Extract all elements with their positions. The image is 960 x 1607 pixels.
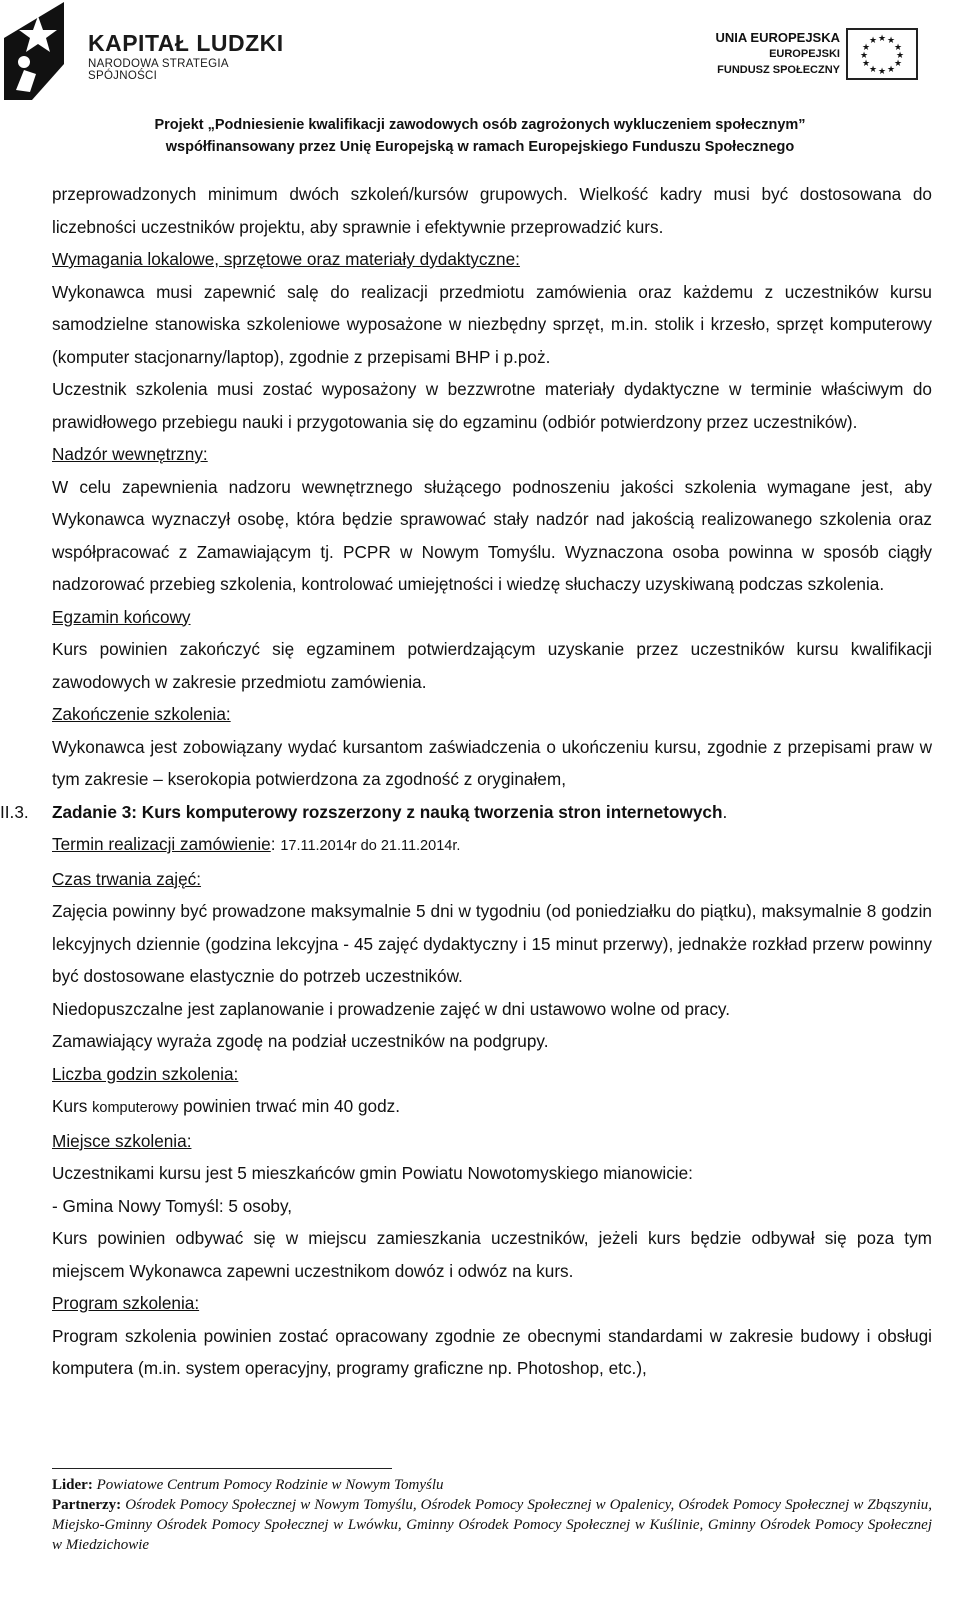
paragraph: Zajęcia powinny być prowadzone maksymalnie 5 dni w tygodniu (od poniedziałku do piątku), maksymalnie 8 godzin lekcyjnych dziennie (godzina lekcyjna - 45 zajęć dydaktyczny i 15 minut przerwy), jednakże rozkład przerw powinny być dostosowane elastycznie do potrzeb uczestników. (52, 901, 932, 986)
paragraph: Kurs powinien odbywać się w miejscu zamieszkania uczestników, jeżeli kurs będzie odbywał się poza tym miejscem Wykonawca zapewni uczestnikom dowóz i odwóz na kurs. (52, 1228, 932, 1281)
liczba-a: Kurs (52, 1096, 93, 1116)
paragraph: przeprowadzonych minimum dwóch szkoleń/kursów grupowych. Wielkość kadry musi być dostosowana do liczebności uczestników projektu, aby sprawnie i efektywnie przeprowadzić kurs. (52, 184, 932, 237)
paragraph: Niedopuszczalne jest zaplanowanie i prowadzenie zajęć w dni ustawowo wolne od pracy. (52, 998, 731, 1019)
liczba-b: komputerowy (92, 1100, 179, 1116)
partnerzy-label: Partnerzy: (52, 1497, 122, 1513)
heading-zakonczenie: Zakończenie szkolenia: (52, 704, 231, 724)
heading-liczba: Liczba godzin szkolenia: (52, 1063, 239, 1084)
svg-text:★: ★ (895, 51, 905, 61)
footer-lider (52, 1475, 932, 1495)
eu-line-1: UNIA EUROPEJSKA (715, 30, 840, 45)
termin-value: 17.11.2014r do 21.11.2014r. (280, 838, 461, 854)
page-header (0, 0, 960, 175)
eu-flag-icon (846, 28, 918, 80)
section-heading (0, 796, 932, 829)
heading-lokal: Wymagania lokalowe, sprzętowe oraz materiały dydaktyczne: (52, 249, 520, 269)
document-body (0, 178, 932, 1385)
svg-text:★: ★ (859, 51, 869, 61)
project-banner (0, 114, 960, 158)
heading-termin: Termin realizacji zamówienie (52, 834, 271, 854)
footer-partnerzy (52, 1495, 932, 1555)
section-title: Zadanie 3: Kurs komputerowy rozszerzony z nauką tworzenia stron internetowych (52, 801, 723, 822)
project-line-2: współfinansowany przez Unię Europejską w ramach Europejskiego Funduszu Społecznego (165, 139, 795, 155)
svg-text:★: ★ (861, 59, 871, 69)
paragraph: Wykonawca musi zapewnić salę do realizacji przedmiotu zamówienia oraz każdemu z uczestników kursu samodzielne stanowiska szkoleniowe wyposażone w niezbędny sprzęt, m.in. stolik i krzesło, sprzęt komputerowy (komputer stacjonarny/laptop), zgodnie z przepisami BHP i p.poż. (52, 281, 932, 367)
lider-text: Powiatowe Centrum Pomocy Rodzinie w Nowym Tomyślu (92, 1477, 444, 1493)
project-line-1: Projekt „Podniesienie kwalifikacji zawodowych osób zagrożonych wykluczeniem społecznym” (154, 117, 806, 133)
paragraph: Kurs powinien zakończyć się egzaminem potwierdzającym uzyskanie przez uczestników kursu kwalifikacji zawodowych w zakresie przedmiotu zamówienia. (52, 639, 932, 692)
paragraph: Zamawiający wyraża zgodę na podział uczestników na podgrupy. (52, 1031, 549, 1051)
eu-line-2: EUROPEJSKI (769, 48, 840, 60)
section-title-dot: . (722, 801, 728, 822)
logo-title: KAPITAŁ LUDZKI (88, 30, 284, 56)
heading-czas: Czas trwania zajęć: (52, 868, 202, 889)
svg-text:★: ★ (893, 59, 903, 69)
kapital-ludzki-logo (2, 0, 292, 100)
heading-program: Program szkolenia: (52, 1293, 200, 1313)
svg-text:★: ★ (886, 36, 896, 46)
paragraph: - Gmina Nowy Tomyśl: 5 osoby, (52, 1195, 293, 1216)
liczba-c: powinien trwać min 40 godz. (178, 1096, 401, 1116)
partnerzy-text: Ośrodek Pomocy Społecznej w Nowym Tomyślu, Ośrodek Pomocy Społecznej w Opalenicy, Ośrodek Pomocy Społecznej w Zbąszyniu, Miejsko-Gminny Ośrodek Pomocy Społecznej w Lwówku, Gminny Ośrodek Pomocy Społecznej w Kuślinie, Gminny Ośrodek Pomocy Społecznej w Miedzichowie (52, 1497, 932, 1553)
termin-colon: : (270, 834, 281, 854)
paragraph: Program szkolenia powinien zostać opracowany zgodnie ze obecnymi standardami w zakresie budowy i obsługi komputera (m.in. system operacyjny, programy graficzne np. Photoshop, etc.), (52, 1325, 932, 1378)
kapital-ludzki-emblem-icon (2, 0, 88, 100)
page-footer (52, 1468, 932, 1555)
termin-line (52, 828, 932, 863)
liczba-line (52, 1090, 932, 1125)
heading-nadzor: Nadzór wewnętrzny: (52, 444, 208, 464)
svg-text:★: ★ (877, 67, 887, 77)
eu-line-3: FUNDUSZ SPOŁECZNY (717, 64, 840, 76)
svg-text:★: ★ (886, 65, 896, 75)
lider-label: Lider: (52, 1477, 93, 1493)
svg-text:★: ★ (893, 43, 903, 53)
heading-miejsce: Miejsce szkolenia: (52, 1130, 192, 1151)
heading-egzamin: Egzamin końcowy (52, 606, 191, 627)
paragraph: Wykonawca jest zobowiązany wydać kursantom zaświadczenia o ukończeniu kursu, zgodnie z przepisami praw w tym zakresie – kserokopia potwierdzona za zgodność z oryginałem, (52, 736, 932, 789)
section-number: II.3. (0, 801, 29, 822)
footer-divider (52, 1468, 392, 1469)
svg-text:★: ★ (868, 65, 878, 75)
paragraph: W celu zapewnienia nadzoru wewnętrznego służącego podnoszeniu jakości szkolenia wymagane jest, aby Wykonawca wyznaczył osobę, która będzie sprawować stały nadzór nad jakością realizowanego szkolenia oraz współpracować z Zamawiającym tj. PCPR w Nowym Tomyślu. Wyznaczona osoba powinna w sposób ciągły nadzorować przebieg szkolenia, kontrolować umiejętności i wiedzę słuchaczy uzyskiwaną podczas szkolenia. (52, 476, 932, 594)
svg-text:★: ★ (861, 43, 871, 53)
svg-text:★: ★ (868, 36, 878, 46)
paragraph: Uczestnik szkolenia musi zostać wyposażony w bezzwrotne materiały dydaktyczne w terminie właściwym do prawidłowego przebiegu nauki i przygotowania się do egzaminu (odbiór potwierdzony przez uczestników). (52, 379, 932, 432)
svg-text:★: ★ (877, 34, 887, 44)
logo-subtitle: NARODOWA STRATEGIA SPÓJNOŚCI (88, 58, 229, 82)
paragraph: Uczestnikami kursu jest 5 mieszkańców gmin Powiatu Nowotomyskiego mianowicie: (52, 1163, 693, 1183)
eu-logo (714, 28, 954, 88)
